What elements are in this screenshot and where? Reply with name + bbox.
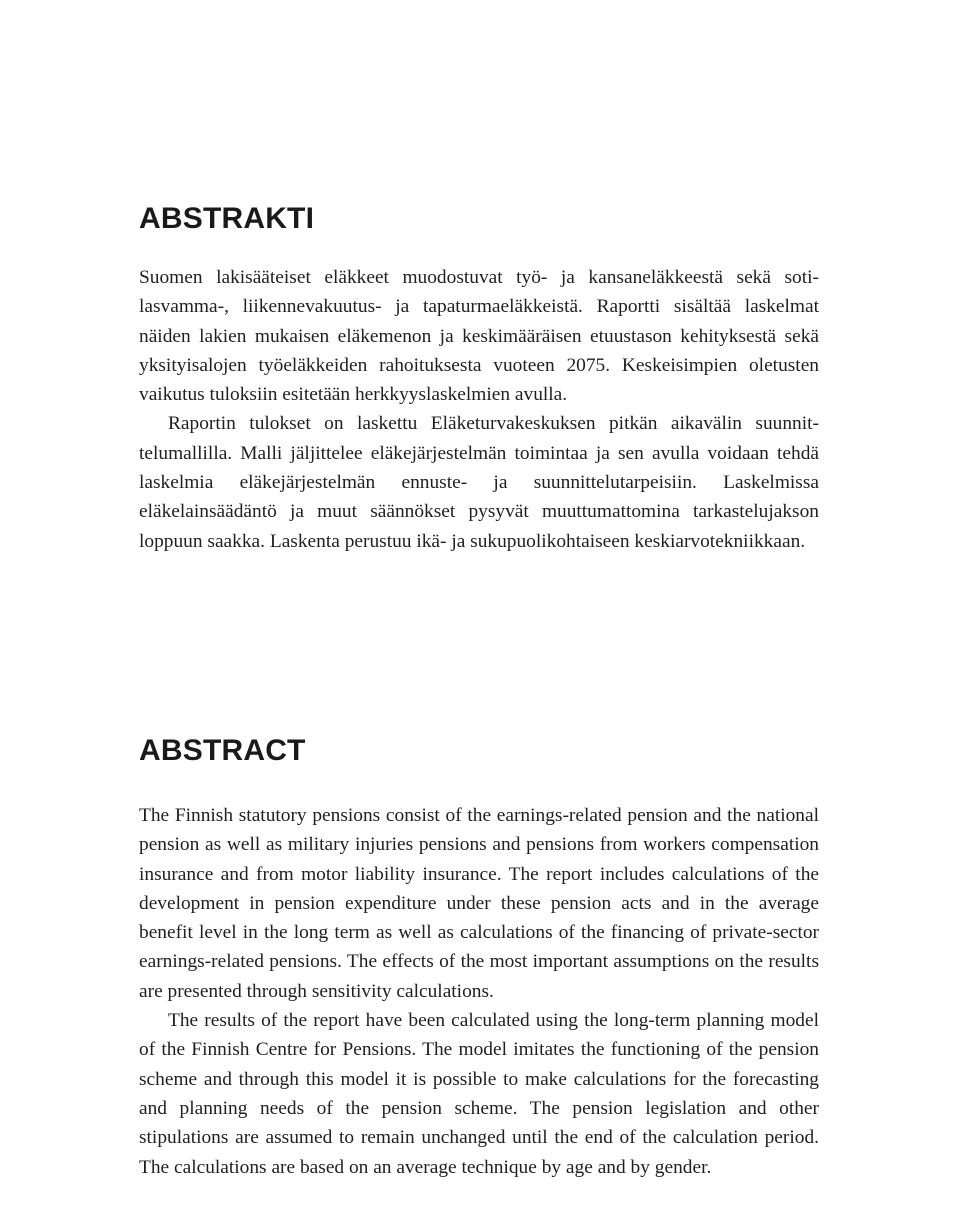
- abstract-paragraph-1: The Finnish statutory pensions consist of the earnings-related pension and the national pension as well as military injuries pensions and pensions from workers compensation insurance and from motor liability insurance. The report includes calculations of the development in pension expenditure under these pension acts and in the average benefit level in the long term as well as calculations of the financing of private-sector earnings-related pensions. The effects of the most important assumptions on the results are presented through sensitivity calculations.: [139, 805, 819, 1002]
- abstrakti-section: [139, 199, 819, 556]
- abstract-section: [139, 731, 819, 1182]
- abstrakti-heading: ABSTRAKTI: [139, 202, 315, 235]
- abstract-heading: ABSTRACT: [139, 734, 306, 767]
- abstract-body: [139, 801, 819, 1182]
- abstrakti-body: [139, 263, 819, 556]
- abstract-paragraph-2: The results of the report have been calculated using the long-term planning model of the Finnish Centre for Pensions. The model imitates the functioning of the pension scheme and through this model it is possible to make calculations for the forecasting and planning needs of the pension scheme. The pension legislation and other stipulations are assumed to remain unchanged until the end of the calculation period. The calculations are based on an average technique by age and by gender.: [139, 1010, 819, 1178]
- abstrakti-paragraph-1: Suomen lakisääteiset eläkkeet muodostuvat työ- ja kansaneläkkeestä sekä sotilasvamma-, liikennevakuutus- ja tapaturmaeläkkeistä. Raportti sisältää laskelmat näiden lakien mukaisen eläkemenon ja keskimääräisen etuustason kehityksestä sekä yksityisalojen työeläkkeiden rahoituksesta vuoteen 2075. Keskeisimpien oletusten vaikutus tuloksiin esitetään herkkyyslaskelmien avulla.: [139, 267, 819, 406]
- abstrakti-paragraph-2: Raportin tulokset on laskettu Eläketurvakeskuksen pitkän aikavälin suunnittelumallilla. Malli jäljittelee eläkejärjestelmän toimintaa ja sen avulla voidaan tehdä laskelmia eläkejärjestelmän ennuste- ja suunnittelutarpeisiin. Laskelmissa eläkelainsäädäntö ja muut säännökset pysyvät muuttumattomina tarkastelujakson loppuun saakka. Laskenta perustuu ikä- ja sukupuolikohtaiseen keskiarvotekniikkaan.: [139, 413, 819, 552]
